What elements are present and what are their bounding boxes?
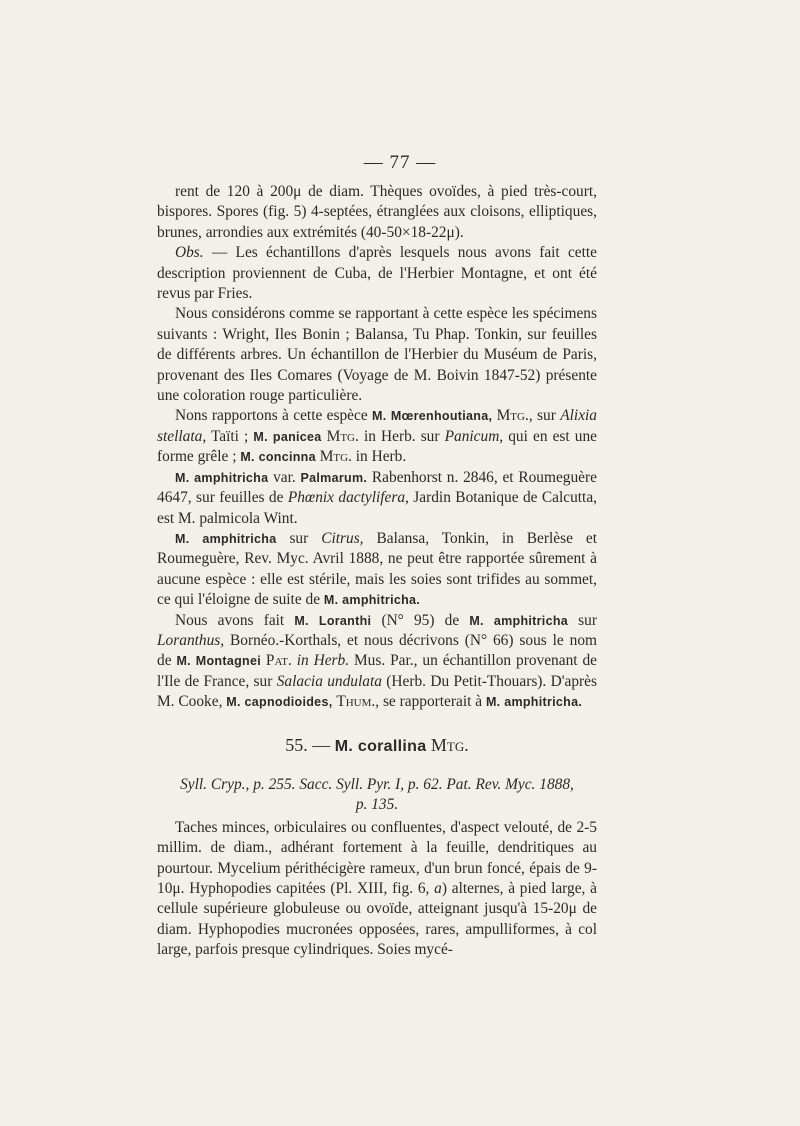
paragraph (157, 468, 597, 529)
text-run: var. (268, 468, 301, 486)
author-abbrev: Thum. (336, 693, 376, 711)
text-run: rent de 120 à 200μ de diam. Thèques ovoïdes, à pied très-court, bispores. Spores (fig. 5) 4-septées, étranglées aux cloisons, elliptiques, brunes, arrondies aux extrémités (40-50×18-22μ). (157, 183, 597, 241)
text-run: Mus. Par., un échantillon provenant de l'Ile de France, sur (157, 652, 597, 690)
text-run: qui en est une forme grêle ; (157, 427, 597, 466)
italic-text: Salacia undulata (276, 672, 382, 690)
species-name: M. amphitricha (175, 470, 269, 485)
species-heading (157, 735, 597, 757)
author-abbrev: Mtg. (326, 427, 359, 445)
text-run: Nous considérons comme se rapportant à cette espèce les spécimens suivants : Wright, Iles Bonin ; Balansa, Tu Phap. Tonkin, sur feuilles de différents arbres. Un échantillon de l'Herbier du Muséum de Paris, provenant des Iles Comares (Voyage de M. Boivin 1847-52) présente une coloration rouge particulière. (157, 305, 597, 405)
species-name: M. amphitricha (469, 613, 569, 628)
citation-line: Syll. Cryp., p. 255. Sacc. Syll. Pyr. I, p. 62. Pat. Rev. Myc. 1888, (180, 775, 574, 793)
paragraph (157, 304, 597, 406)
text-run: (N° 95) de (371, 611, 470, 629)
citation-line: p. 135. (355, 796, 399, 814)
paragraph (157, 529, 597, 611)
text-body (157, 182, 597, 961)
italic-text: Loranthus, (157, 631, 225, 649)
italic-text: in Herb. (296, 652, 350, 670)
species-name: M. Mœrenhoutiana, (372, 409, 493, 424)
paragraph (157, 182, 597, 243)
italic-text: Citrus, (321, 529, 364, 547)
text-run: sur (276, 529, 322, 547)
text-run: Bornéo.-Korthals, et nous décrivons (N° 66) sous le nom de (157, 631, 597, 670)
paragraph (157, 611, 597, 713)
text-run: in Herb. (351, 448, 407, 466)
paragraph (157, 243, 597, 304)
description-paragraph (157, 818, 597, 961)
author-abbrev: Mtg. (319, 448, 352, 466)
species-name: Palmarum. (300, 470, 368, 485)
text-run: Balansa, Tonkin, in Berlèse et Roumeguère, Rev. Myc. Avril 1888, ne peut être rapportée sûrement à aucune espèce : elle est stérile, mais les soies sont trifides au sommet, ce qui l'éloigne de suite de (157, 529, 597, 609)
species-name: M. amphitricha (175, 531, 277, 546)
author-abbrev: Mtg. (496, 407, 529, 425)
species-name: M. concinna (240, 450, 316, 465)
text-run: (Herb. Du Petit-Thouars). D'après M. Cooke, (157, 672, 597, 711)
species-name: M. Montagnei (176, 654, 261, 669)
species-name: M. amphitricha. (323, 593, 421, 608)
text-run: sur (568, 611, 597, 629)
text-run: Jardin Botanique de Calcutta, est M. palmicola Wint. (157, 489, 597, 527)
text-run: , sur (528, 407, 561, 425)
text-run: 55. — (285, 734, 335, 755)
species-name: M. Loranthi (294, 613, 372, 628)
text-run: Taches minces, orbiculaires ou confluentes, d'aspect velouté, de 2-5 millim. de diam., adhérant fortement à la feuille, dendritiques au pourtour. Mycelium périthécigère rameux, d'un brun foncé, épais de 9-10μ. Hyphopodies capitées (Pl. XIII, fig. 6, (157, 818, 597, 897)
italic-text: Alixia stellata, (157, 407, 597, 445)
italic-text: a (434, 880, 442, 897)
text-run: , se rapporterait à (375, 693, 486, 711)
species-name: M. amphitricha. (485, 695, 583, 710)
species-name: M. panicea (253, 429, 322, 444)
page-number: — 77 — (363, 152, 437, 173)
text-run: Nons rapportons à cette espèce (175, 407, 373, 425)
author-abbrev: Pat. (265, 652, 292, 670)
text-run: Rabenhorst n. 2846, et Roumeguère 4647, sur feuilles de (157, 468, 597, 507)
italic-text: Obs. (175, 244, 204, 262)
text-run: Nous avons fait (175, 611, 295, 629)
text-run: Taïti ; (206, 427, 254, 445)
paragraph (157, 406, 597, 467)
italic-text: Phœnix dactylifera, (287, 489, 409, 507)
text-run: — Les échantillons d'après lesquels nous avons fait cette description proviennent de Cuba, de l'Herbier Montagne, et ont été revus par Fries. (157, 244, 597, 303)
species-name: M. capnodioides, (226, 695, 333, 710)
italic-text: Panicum, (444, 427, 504, 445)
text-run: in Herb. sur (358, 427, 445, 445)
author-abbrev: Mtg. (430, 734, 469, 755)
text-run: ) alternes, à pied large, à cellule supérieure globuleuse ou ovoïde, atteignant jusqu'à 15-20μ de diam. Hyphopodies mucronées opposées, rares, ampulliformes, à col large, parfois presque cylindriques. Soies mycé- (157, 880, 597, 959)
species-name: M. corallina (334, 737, 427, 755)
